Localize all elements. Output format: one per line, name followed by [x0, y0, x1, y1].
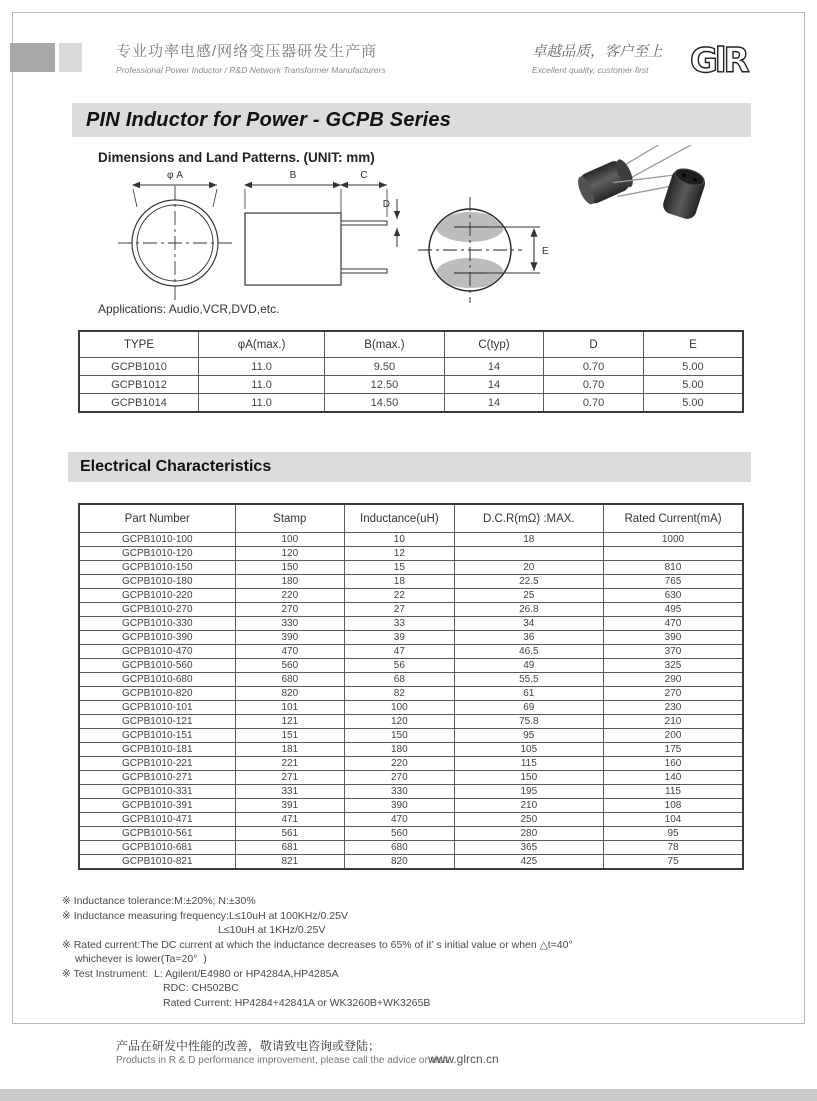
table-row	[79, 617, 743, 631]
table-cell: 560	[235, 659, 345, 673]
table-cell: 34	[454, 617, 603, 631]
dimensions-heading: Dimensions and Land Patterns. (UNIT: mm)	[98, 150, 375, 165]
table-cell: 680	[235, 673, 345, 687]
table-cell: 151	[235, 729, 345, 743]
bottom-view-drawing	[418, 197, 549, 303]
table-cell: 18	[345, 575, 455, 589]
column-header: Part Number	[79, 504, 235, 533]
table-cell: 55.5	[454, 673, 603, 687]
note-rated-current: ※ Rated current:The DC current at which the inductance decreases to 65% of it’ s initial value or when △t=40°	[62, 938, 573, 951]
table-cell: 47	[345, 645, 455, 659]
table-cell: GCPB1010-120	[79, 547, 235, 561]
table-cell: 12.50	[325, 376, 445, 394]
table-cell: 270	[235, 603, 345, 617]
table-row	[79, 603, 743, 617]
table-cell: 270	[604, 687, 743, 701]
table-cell: 78	[604, 841, 743, 855]
applications-text: Applications: Audio,VCR,DVD,etc.	[98, 302, 280, 316]
table-cell: 5.00	[643, 394, 743, 413]
table-row	[79, 785, 743, 799]
footer-text-cn: 产品在研发中性能的改善，敬请致电咨询或登陆；	[116, 1039, 381, 1053]
table-row	[79, 729, 743, 743]
table-cell: GCPB1010-271	[79, 771, 235, 785]
table-cell: 325	[604, 659, 743, 673]
table-cell: GCPB1010-820	[79, 687, 235, 701]
note-tolerance: ※ Inductance tolerance:M:±20%; N:±30%	[62, 895, 256, 907]
table-cell: 5.00	[643, 376, 743, 394]
table-cell: 470	[345, 813, 455, 827]
table-cell: 11.0	[199, 376, 325, 394]
company-name-en: Professional Power Inductor / R&D Network Transformer Manufacturers	[116, 65, 386, 75]
table-cell: 100	[235, 533, 345, 547]
table-row	[79, 673, 743, 687]
table-cell: GCPB1010-150	[79, 561, 235, 575]
table-cell: 471	[235, 813, 345, 827]
table-cell: 181	[235, 743, 345, 757]
product-photo	[574, 145, 708, 221]
table-row	[79, 827, 743, 841]
table-cell: 20	[454, 561, 603, 575]
table-cell: 49	[454, 659, 603, 673]
table-cell: 121	[235, 715, 345, 729]
table-cell: 75.8	[454, 715, 603, 729]
electrical-table-header-row	[79, 504, 743, 533]
dim-label-b: B	[289, 170, 297, 181]
table-cell: 115	[604, 785, 743, 799]
table-row	[79, 659, 743, 673]
table-cell: 230	[604, 701, 743, 715]
dim-label-c: C	[360, 170, 368, 181]
table-cell: 14	[444, 358, 544, 376]
table-cell: 390	[235, 631, 345, 645]
table-cell: 821	[235, 855, 345, 870]
table-row	[79, 376, 743, 394]
table-cell: GCPB1010-121	[79, 715, 235, 729]
table-row	[79, 757, 743, 771]
footer-website-link[interactable]: www.glrcn.cn	[428, 1052, 499, 1066]
table-row	[79, 841, 743, 855]
table-cell: 11.0	[199, 394, 325, 413]
table-row	[79, 631, 743, 645]
table-cell: 5.00	[643, 358, 743, 376]
company-logo-icon	[686, 36, 750, 84]
table-cell: GCPB1010-331	[79, 785, 235, 799]
table-cell: 12	[345, 547, 455, 561]
table-cell: 75	[604, 855, 743, 870]
slogan-en: Excellent quality, customer first	[532, 65, 649, 75]
table-cell: 14	[444, 394, 544, 413]
column-header: E	[643, 331, 743, 358]
table-cell: 810	[604, 561, 743, 575]
table-cell: GCPB1010-390	[79, 631, 235, 645]
table-cell: 370	[604, 645, 743, 659]
column-header: B(max.)	[325, 331, 445, 358]
table-cell: 195	[454, 785, 603, 799]
table-cell: 95	[454, 729, 603, 743]
table-cell: 391	[235, 799, 345, 813]
logo-glyph: GlR	[690, 41, 747, 81]
table-cell: 104	[604, 813, 743, 827]
note-test-instrument-rated: Rated Current: HP4284+42841A or WK3260B+WK3265B	[163, 996, 431, 1009]
table-row	[79, 547, 743, 561]
table-cell: GCPB1010-470	[79, 645, 235, 659]
table-cell: 330	[235, 617, 345, 631]
dim-label-d: D	[382, 199, 390, 210]
table-cell: 180	[235, 575, 345, 589]
table-cell: 150	[235, 561, 345, 575]
table-cell: 220	[345, 757, 455, 771]
table-cell: 56	[345, 659, 455, 673]
table-row	[79, 701, 743, 715]
footer-text-en: Products in R & D performance improvement, please call the advice or visit:	[116, 1055, 451, 1066]
table-cell: 250	[454, 813, 603, 827]
table-cell: 108	[604, 799, 743, 813]
table-cell: 36	[454, 631, 603, 645]
table-cell: 290	[604, 673, 743, 687]
page-bottom-strip	[0, 1089, 817, 1101]
table-cell: 11.0	[199, 358, 325, 376]
electrical-table-body	[79, 533, 743, 870]
table-cell: 681	[235, 841, 345, 855]
table-cell: 115	[454, 757, 603, 771]
table-cell: 175	[604, 743, 743, 757]
table-cell: 10	[345, 533, 455, 547]
table-cell: 425	[454, 855, 603, 870]
electrical-heading-banner	[68, 452, 751, 482]
table-cell: GCPB1010-151	[79, 729, 235, 743]
table-cell: 22	[345, 589, 455, 603]
table-row	[79, 561, 743, 575]
table-cell: 390	[345, 799, 455, 813]
slogan-cn: 卓越品质，客户至上	[532, 44, 663, 60]
table-row	[79, 575, 743, 589]
header-square-light	[59, 43, 82, 72]
slogan-block	[532, 40, 663, 75]
table-row	[79, 687, 743, 701]
company-name-cn: 专业功率电感/网络变压器研发生产商	[116, 43, 378, 60]
column-header: TYPE	[79, 331, 199, 358]
table-cell: GCPB1010-101	[79, 701, 235, 715]
table-cell: 820	[345, 855, 455, 870]
table-cell: 390	[604, 631, 743, 645]
note-frequency: ※ Inductance measuring frequency:L≤10uH at 100KHz/0.25V	[62, 909, 348, 922]
dimensions-table	[78, 330, 744, 413]
front-view-drawing	[118, 170, 232, 302]
table-row	[79, 533, 743, 547]
table-row	[79, 743, 743, 757]
note-rated-current-2: whichever is lower(Ta=20° )	[75, 953, 207, 965]
header-square-dark	[10, 43, 55, 72]
table-cell	[454, 547, 603, 561]
table-cell: 82	[345, 687, 455, 701]
table-cell: 630	[604, 589, 743, 603]
column-header: Stamp	[235, 504, 345, 533]
table-cell: GCPB1010-561	[79, 827, 235, 841]
table-cell: GCPB1010-220	[79, 589, 235, 603]
table-cell: GCPB1010-681	[79, 841, 235, 855]
table-cell: 220	[235, 589, 345, 603]
company-block	[116, 40, 386, 75]
table-cell: 210	[454, 799, 603, 813]
table-cell: 100	[345, 701, 455, 715]
table-cell: 495	[604, 603, 743, 617]
table-cell: 560	[345, 827, 455, 841]
table-cell: 280	[454, 827, 603, 841]
dimensions-table-header-row	[79, 331, 743, 358]
table-cell: GCPB1010-560	[79, 659, 235, 673]
table-cell: 270	[345, 771, 455, 785]
table-cell: 820	[235, 687, 345, 701]
table-cell: GCPB1010	[79, 358, 199, 376]
table-cell: 22.5	[454, 575, 603, 589]
table-cell: 46.5	[454, 645, 603, 659]
table-cell: GCPB1010-821	[79, 855, 235, 870]
table-cell: 150	[454, 771, 603, 785]
table-row	[79, 645, 743, 659]
table-cell: GCPB1010-391	[79, 799, 235, 813]
dimension-drawings	[90, 145, 760, 315]
table-cell: 120	[345, 715, 455, 729]
electrical-table	[78, 503, 744, 870]
table-row	[79, 799, 743, 813]
table-cell: 200	[604, 729, 743, 743]
page-title: PIN Inductor for Power - GCPB Series	[86, 109, 452, 131]
table-cell: GCPB1012	[79, 376, 199, 394]
table-cell: 39	[345, 631, 455, 645]
table-cell: 0.70	[544, 394, 644, 413]
title-banner	[72, 103, 751, 137]
table-cell: 26.8	[454, 603, 603, 617]
table-cell: 0.70	[544, 376, 644, 394]
table-cell: 33	[345, 617, 455, 631]
table-cell: 140	[604, 771, 743, 785]
table-row	[79, 394, 743, 413]
table-cell: 150	[345, 729, 455, 743]
dim-label-e: E	[542, 246, 549, 257]
table-cell: 9.50	[325, 358, 445, 376]
dimensions-table-body	[79, 358, 743, 413]
table-cell: GCPB1010-680	[79, 673, 235, 687]
column-header: D	[544, 331, 644, 358]
table-cell: 160	[604, 757, 743, 771]
table-cell: 1000	[604, 533, 743, 547]
note-frequency-2: L≤10uH at 1KHz/0.25V	[218, 924, 326, 936]
table-cell: 680	[345, 841, 455, 855]
column-header: Inductance(uH)	[345, 504, 455, 533]
table-cell: 18	[454, 533, 603, 547]
table-cell: 561	[235, 827, 345, 841]
table-row	[79, 771, 743, 785]
table-cell	[604, 547, 743, 561]
note-test-instrument-rdc: RDC: CH502BC	[163, 982, 239, 994]
table-row	[79, 855, 743, 870]
table-cell: 95	[604, 827, 743, 841]
table-cell: 105	[454, 743, 603, 757]
table-cell: 470	[235, 645, 345, 659]
table-cell: 14.50	[325, 394, 445, 413]
table-cell: 0.70	[544, 358, 644, 376]
table-row	[79, 589, 743, 603]
table-cell: 120	[235, 547, 345, 561]
table-cell: GCPB1010-471	[79, 813, 235, 827]
table-row	[79, 715, 743, 729]
table-cell: GCPB1010-270	[79, 603, 235, 617]
table-cell: 331	[235, 785, 345, 799]
electrical-heading: Electrical Characteristics	[80, 458, 272, 475]
table-row	[79, 813, 743, 827]
table-cell: 25	[454, 589, 603, 603]
table-cell: 101	[235, 701, 345, 715]
dim-label-phi-a: φ A	[167, 170, 183, 181]
note-test-instrument: ※ Test Instrument: L: Agilent/E4980 or HP4284A,HP4285A	[62, 967, 339, 980]
table-cell: GCPB1014	[79, 394, 199, 413]
table-cell: GCPB1010-330	[79, 617, 235, 631]
table-cell: 330	[345, 785, 455, 799]
side-view-drawing	[245, 170, 397, 285]
table-cell: 221	[235, 757, 345, 771]
table-cell: GCPB1010-221	[79, 757, 235, 771]
column-header: D.C.R(mΩ) :MAX.	[454, 504, 603, 533]
table-cell: 14	[444, 376, 544, 394]
table-cell: 180	[345, 743, 455, 757]
table-cell: 68	[345, 673, 455, 687]
table-cell: GCPB1010-180	[79, 575, 235, 589]
table-row	[79, 358, 743, 376]
table-cell: GCPB1010-181	[79, 743, 235, 757]
table-cell: 765	[604, 575, 743, 589]
column-header: C(typ)	[444, 331, 544, 358]
table-cell: 365	[454, 841, 603, 855]
table-cell: 470	[604, 617, 743, 631]
footnotes	[62, 896, 573, 1012]
table-cell: 27	[345, 603, 455, 617]
table-cell: 69	[454, 701, 603, 715]
table-cell: 61	[454, 687, 603, 701]
column-header: φA(max.)	[199, 331, 325, 358]
table-cell: 271	[235, 771, 345, 785]
table-cell: GCPB1010-100	[79, 533, 235, 547]
table-cell: 15	[345, 561, 455, 575]
column-header: Rated Current(mA)	[604, 504, 743, 533]
table-cell: 210	[604, 715, 743, 729]
